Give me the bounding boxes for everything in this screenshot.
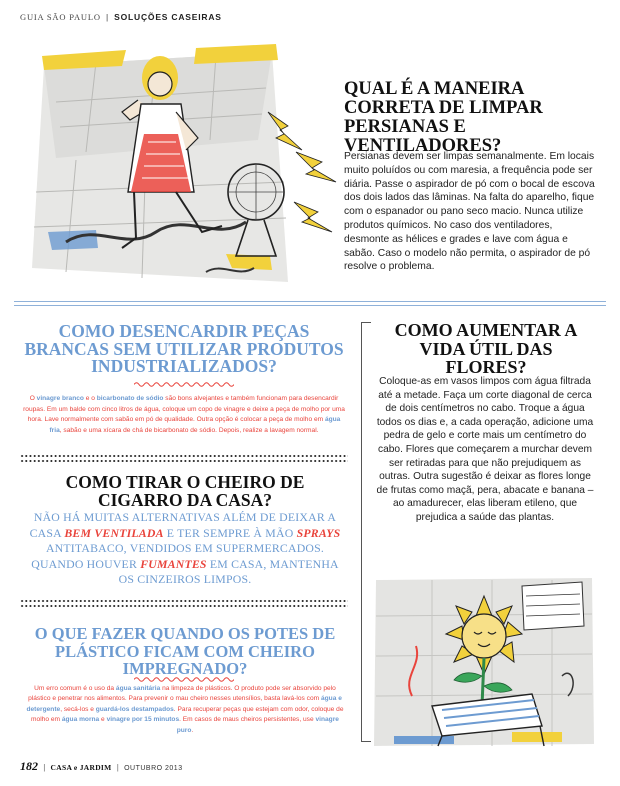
column-bracket [361,322,371,742]
page-header [20,12,222,22]
section-divider [14,305,606,306]
plastic-highlight: água morna [61,716,100,724]
whites-text-part: e o [83,395,97,402]
smoke-text-part: ANTITABACO, VENDIDOS EM SUPERMERCADOS. QUANDO HOUVER [31,541,325,571]
whites-highlight: água fria [49,416,341,434]
plastic-highlight: água e detergente [26,695,342,713]
dotted-separator [20,460,348,462]
plastic-text-part: . Para recuperar peças que estejam com odor, coloque de molho em [31,705,344,724]
section-name: GUIA SÃO PAULO [20,12,101,22]
plastic-highlight: vinagre por 15 minutos [106,716,180,724]
wavy-divider-icon [134,676,234,683]
plastic-highlight: vinagre puro [176,716,339,734]
page-footer [20,759,183,774]
whites-question-title: COMO DESENCARDIR PEÇAS BRANCAS SEM UTILIZAR PRODUTOS INDUSTRIALIZADOS? [24,321,344,376]
whites-text-part: , sabão e uma xícara de chá de bicarbonato de sódio. Depois, realize a lavagem normal. [59,426,319,434]
smoke-text-part: EM CASA, MANTENHA OS CINZEIROS LIMPOS. [118,556,339,586]
whites-text-part: são bons alvejantes e também funcionam para desencardir roupas. Em um balde com cinco litros de água, coloque um copo de vinagre e deixe a peça de molho por uma hora. Lave normalmente com sabão em pó de qualidade. Outra opção é colocar a peça de molho em [23,395,345,423]
smoke-emphasis: SPRAYS [296,525,341,540]
smoke-emphasis: FUMANTES [140,556,207,571]
whites-highlight: vinagre branco [36,395,84,402]
plastic-text-part: . Em casos de maus cheiros persistentes, use [179,716,316,724]
whites-text-part: O [29,395,37,402]
dotted-separator [20,455,348,457]
blinds-question-title: QUAL É A MANEIRA CORRETA DE LIMPAR PERSIANAS E VENTILADORES? [344,79,543,156]
category-name: SOLUÇÕES CASEIRAS [114,12,222,22]
woman-cleaning-fan-illustration [26,42,346,302]
footer-separator: | [43,763,46,772]
smoke-question-title: COMO TIRAR O CHEIRO DE CIGARRO DA CASA? [65,472,305,510]
dotted-separator [20,605,348,607]
page-number: 182 [20,759,38,773]
header-separator: | [105,12,109,22]
blinds-answer-text: Persianas devem ser limpas semanalmente. Em locais muito poluídos ou com maresia, a frequência pode ser diária. Passe o aspirador de pó com o bocal de escova dos dois lados das lâminas. Na falta do aparelho, fique com o espanador ou pano seco macio. Nunca utilize produtos químicos. No caso dos ventiladores, desmonte as hélices e grades e lave com água e sabão. Caso o modelo não permita, o aspirador de pó resolve o problema. [344,151,595,273]
plastic-text-part: , secá-los e [60,705,96,713]
issue-date: OUTUBRO 2013 [124,765,183,772]
smoke-emphasis: BEM VENTILADA [64,525,164,540]
wavy-divider-icon [134,381,234,388]
smoke-text-part: NÃO HÁ MUITAS ALTERNATIVAS ALÉM DE DEIXAR A CASA [29,510,337,540]
flowers-answer-text: Coloque-as em vasos limpos com água filtrada até a metade. Faça um corte diagonal de cerca de dois centímetros no cabo. Troque a água todos os dias e, a cada operação, adicione uma pedra de gelo e corte mais um centímetro do cabo. Flores que começarem a murchar devem ser retiradas para que não prejudiquem as outras. Outra sugestão é deixar as flores longe de frutas como maçã, pera, abacate e banana – ao amadurecer, elas liberam etileno, que prejudica a saúde das plantas. [376,376,594,523]
sunflower-resting-illustration [372,576,598,748]
section-divider [14,301,606,302]
plastic-highlight: água sanitária [115,685,161,692]
smoke-answer-text [24,510,346,588]
flowers-question-title: COMO AUMENTAR A VIDA ÚTIL DAS FLORES? [394,320,578,377]
plastic-question-title: O QUE FAZER QUANDO OS POTES DE PLÁSTICO FICAM COM CHEIRO IMPREGNADO? [34,624,336,678]
dotted-separator [20,600,348,602]
plastic-text-part: . [191,726,194,734]
smoke-text-part: E TER SEMPRE À MÃO [163,525,297,540]
magazine-name: CASA e JARDIM [50,763,112,772]
plastic-highlight: guardá-los destampados [95,705,174,713]
plastic-answer-text [24,684,346,736]
plastic-text-part: Um erro comum é o uso da [34,685,116,692]
whites-highlight: bicarbonato de sódio [96,395,164,402]
footer-separator: | [116,763,119,772]
plastic-text-part: e [99,716,107,724]
plastic-text-part: na limpeza de plásticos. O produto pode ser absorvido pelo plástico e penetrar nos alimentos. Para prevenir o mau cheiro nesses utensílios, basta lavá-los com [28,685,336,703]
whites-answer-text [22,394,346,436]
